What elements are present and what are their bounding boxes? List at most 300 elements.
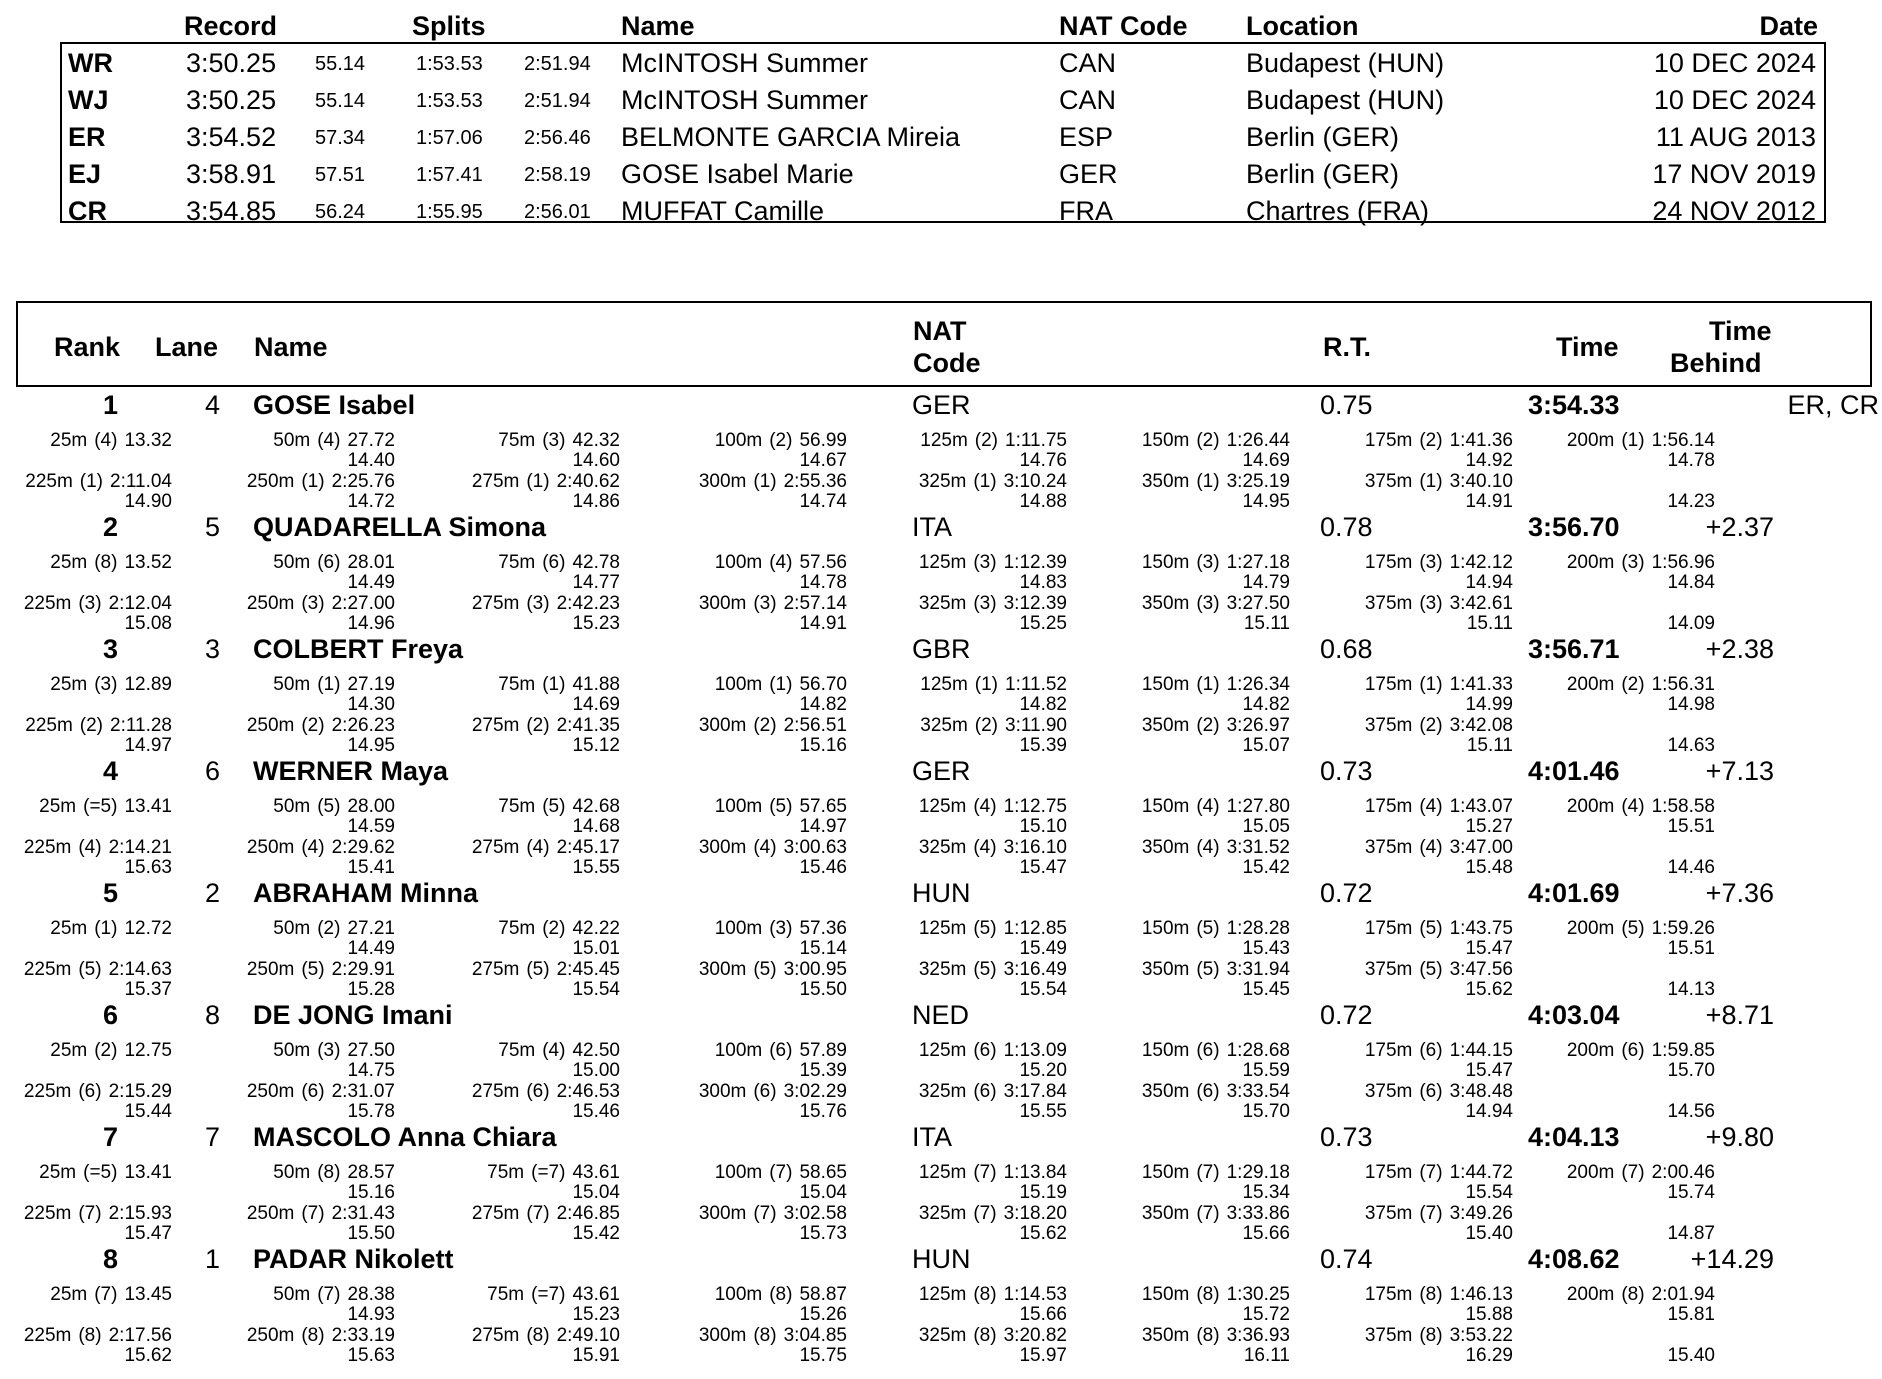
- split-pos: (1): [1621, 430, 1645, 451]
- split-pos: (6): [973, 1040, 997, 1061]
- split-cum: 3:49.26: [1449, 1203, 1513, 1224]
- athlete-time-behind: +7.13: [1705, 756, 1774, 786]
- split-pos: (=7): [531, 1284, 566, 1305]
- split-pos: (5): [973, 959, 997, 980]
- split-pos: (5): [78, 959, 102, 980]
- split-cum: 42.78: [572, 552, 620, 573]
- split-cumulative: [1567, 1284, 1715, 1305]
- split-cum: 1:27.18: [1226, 552, 1290, 573]
- split-pos: (7): [526, 1203, 550, 1224]
- split-cum: 1:11.75: [1005, 430, 1067, 451]
- split-label: 275m: [471, 959, 520, 980]
- athlete-reaction-time: 0.78: [1320, 512, 1373, 542]
- split-label: 200m: [1566, 552, 1615, 573]
- split-pos: (3): [769, 918, 793, 939]
- record-nat: GER: [1059, 159, 1118, 189]
- split-cumulative: [1142, 1203, 1290, 1224]
- split-label: 50m: [273, 674, 311, 695]
- athlete-time: 4:04.13: [1528, 1122, 1620, 1152]
- split-cum: 2:11.28: [110, 715, 172, 736]
- split-cum: 2:29.91: [331, 959, 395, 980]
- record-holder: McINTOSH Summer: [621, 48, 869, 78]
- split-label: 75m: [487, 1284, 525, 1305]
- split-label: 125m: [920, 674, 968, 695]
- split-lap: 15.47: [124, 1223, 172, 1244]
- athlete-result: [0, 634, 1882, 755]
- split-lap: 14.82: [1242, 694, 1290, 715]
- record-row: [60, 48, 1826, 85]
- split-lap: 15.46: [799, 857, 847, 878]
- split-pos: (1): [753, 471, 777, 492]
- split-pos: (2): [753, 715, 777, 736]
- split-pos: (8): [753, 1325, 777, 1346]
- split-cumulative: [472, 471, 620, 492]
- split-pos: (5): [769, 796, 793, 817]
- records-header-nat: NAT Code: [1059, 11, 1188, 41]
- athlete-reaction-time: 0.73: [1320, 1122, 1373, 1152]
- split-lap: 14.56: [1667, 1101, 1715, 1122]
- split-label: 50m: [273, 1284, 311, 1305]
- split-cum: 1:59.85: [1651, 1040, 1715, 1061]
- split-pos: (8): [1196, 1284, 1220, 1305]
- split-label: 175m: [1364, 1284, 1413, 1305]
- split-lap: 15.70: [1667, 1060, 1715, 1081]
- split-cumulative: [1365, 918, 1513, 939]
- split-pos: (6): [1419, 1040, 1443, 1061]
- split-label: 100m: [714, 430, 763, 451]
- split-pos: (4): [94, 430, 118, 451]
- split-label: 175m: [1364, 674, 1413, 695]
- split-label: 325m: [920, 715, 968, 736]
- record-time: 3:50.25: [186, 48, 277, 78]
- athlete-lane: 1: [204, 1244, 220, 1274]
- athlete-name: DE JONG Imani: [253, 1000, 453, 1030]
- split-lap: 15.97: [1019, 1345, 1067, 1366]
- record-split-3: 2:51.94: [524, 90, 591, 112]
- split-pos: (2): [1196, 715, 1220, 736]
- split-lap: 15.75: [799, 1345, 847, 1366]
- athlete-name: ABRAHAM Minna: [253, 878, 478, 908]
- athlete-nat: HUN: [912, 1244, 971, 1274]
- split-pos: (1): [1196, 471, 1220, 492]
- split-cum: 3:25.19: [1226, 471, 1290, 492]
- split-pos: (1): [769, 674, 793, 695]
- split-label: 275m: [471, 471, 520, 492]
- header-name: Name: [254, 332, 328, 362]
- records-header-name: Name: [621, 11, 695, 41]
- record-location: Budapest (HUN): [1246, 85, 1445, 115]
- split-cumulative: [1142, 1162, 1290, 1183]
- athlete-reaction-time: 0.72: [1320, 1000, 1373, 1030]
- split-cumulative: [715, 1040, 847, 1061]
- split-pos: (5): [1196, 918, 1220, 939]
- split-cum: 3:33.86: [1226, 1203, 1290, 1224]
- split-lap: 14.69: [1242, 450, 1290, 471]
- split-cum: 42.22: [572, 918, 620, 939]
- record-holder: BELMONTE GARCIA Mireia: [621, 122, 961, 152]
- split-cum: 1:56.96: [1651, 552, 1715, 573]
- split-lap: 14.97: [799, 816, 847, 837]
- split-label: 75m: [498, 796, 536, 817]
- split-cumulative: [1365, 1081, 1513, 1102]
- split-label: 175m: [1364, 1162, 1413, 1183]
- split-label: 300m: [698, 593, 747, 614]
- split-lap: 15.42: [572, 1223, 620, 1244]
- split-cumulative: [1142, 1081, 1290, 1102]
- split-lap: 14.95: [1242, 491, 1290, 512]
- split-label: 125m: [918, 1162, 967, 1183]
- split-cumulative: [715, 1284, 847, 1305]
- split-cumulative: [273, 1162, 395, 1183]
- record-split-2: 1:57.41: [416, 164, 483, 186]
- split-label: 300m: [698, 1325, 747, 1346]
- split-lap: 15.74: [1667, 1182, 1715, 1203]
- split-label: 100m: [714, 1162, 763, 1183]
- split-pos: (4): [1196, 796, 1220, 817]
- split-lap: 14.63: [1667, 735, 1715, 756]
- split-cum: 1:14.53: [1003, 1284, 1067, 1305]
- split-label: 350m: [1141, 1081, 1190, 1102]
- athlete-lane: 7: [204, 1122, 220, 1152]
- split-label: 275m: [471, 593, 520, 614]
- split-label: 50m: [273, 430, 311, 451]
- split-label: 275m: [471, 715, 520, 736]
- split-pos: (7): [78, 1203, 102, 1224]
- split-label: 325m: [918, 471, 967, 492]
- split-label: 150m: [1141, 796, 1190, 817]
- records-header-record: Record: [184, 11, 278, 41]
- split-cum: 13.41: [124, 1162, 172, 1183]
- split-label: 200m: [1566, 796, 1615, 817]
- split-pos: (7): [1419, 1162, 1443, 1183]
- split-cum: 27.19: [347, 674, 395, 695]
- split-lap: 14.77: [572, 572, 620, 593]
- split-cum: 3:42.61: [1449, 593, 1513, 614]
- split-label: 75m: [498, 430, 536, 451]
- record-holder: MUFFAT Camille: [621, 196, 825, 226]
- split-pos: (5): [526, 959, 550, 980]
- split-label: 250m: [246, 471, 295, 492]
- split-cum: 1:27.80: [1226, 796, 1290, 817]
- athlete-name: GOSE Isabel: [253, 390, 416, 420]
- split-cum: 27.21: [347, 918, 395, 939]
- record-location: Berlin (GER): [1246, 122, 1400, 152]
- split-pos: (1): [526, 471, 550, 492]
- split-cumulative: [920, 715, 1067, 736]
- split-cum: 42.50: [572, 1040, 620, 1061]
- split-cumulative: [1365, 674, 1513, 695]
- split-cum: 2:40.62: [556, 471, 620, 492]
- split-cum: 3:11.90: [1005, 715, 1067, 736]
- split-cumulative: [1567, 796, 1715, 817]
- split-cum: 1:58.58: [1651, 796, 1715, 817]
- split-label: 375m: [1364, 1203, 1413, 1224]
- split-cum: 1:56.31: [1651, 674, 1715, 695]
- split-lap: 14.79: [1242, 572, 1290, 593]
- athlete-time-behind: +14.29: [1690, 1244, 1774, 1274]
- split-label: 175m: [1364, 430, 1413, 451]
- split-lap: 14.76: [1019, 450, 1067, 471]
- split-pos: (3): [301, 593, 325, 614]
- athlete-name: MASCOLO Anna Chiara: [253, 1122, 557, 1152]
- athlete-lane: 2: [204, 878, 220, 908]
- split-cumulative: [273, 918, 395, 939]
- athlete-time-behind: +2.38: [1705, 634, 1774, 664]
- record-type: CR: [68, 196, 107, 226]
- split-label: 150m: [1141, 430, 1190, 451]
- split-cumulative: [25, 715, 172, 736]
- split-cum: 3:53.22: [1449, 1325, 1513, 1346]
- split-cumulative: [699, 837, 847, 858]
- split-cumulative: [472, 1081, 620, 1102]
- split-label: 350m: [1141, 471, 1190, 492]
- record-row: [60, 85, 1826, 122]
- split-pos: (3): [317, 1040, 341, 1061]
- split-lap: 15.20: [1019, 1060, 1067, 1081]
- split-cum: 2:31.43: [331, 1203, 395, 1224]
- split-cumulative: [715, 430, 847, 451]
- split-pos: (7): [1196, 1203, 1220, 1224]
- split-cum: 1:28.28: [1226, 918, 1290, 939]
- athlete-lane: 5: [204, 512, 220, 542]
- split-lap: 14.82: [1019, 694, 1067, 715]
- split-lap: 14.69: [572, 694, 620, 715]
- split-cum: 57.36: [799, 918, 847, 939]
- split-lap: 14.13: [1667, 979, 1715, 1000]
- split-cumulative: [273, 430, 395, 451]
- record-split-3: 2:56.01: [524, 201, 591, 223]
- record-split-1: 55.14: [315, 90, 366, 112]
- athlete-time: 3:56.71: [1528, 634, 1620, 664]
- split-pos: (1): [94, 918, 118, 939]
- split-lap: 15.46: [572, 1101, 620, 1122]
- split-label: 200m: [1566, 674, 1615, 695]
- split-lap: 15.44: [124, 1101, 172, 1122]
- athlete-time-behind: +9.80: [1705, 1122, 1774, 1152]
- split-label: 275m: [471, 1325, 520, 1346]
- split-pos: (8): [1419, 1284, 1443, 1305]
- record-date: 24 NOV 2012: [1652, 196, 1816, 226]
- athlete-record-badge: ER, CR: [1787, 390, 1879, 420]
- split-pos: (1): [973, 471, 997, 492]
- athlete-time-behind: +8.71: [1705, 1000, 1774, 1030]
- split-lap: 14.67: [799, 450, 847, 471]
- record-split-1: 57.34: [315, 127, 366, 149]
- record-time: 3:58.91: [186, 159, 277, 189]
- split-lap: 15.05: [1242, 816, 1290, 837]
- record-split-3: 2:51.94: [524, 53, 591, 75]
- split-label: 350m: [1141, 1325, 1190, 1346]
- split-pos: (=7): [531, 1162, 566, 1183]
- split-label: 150m: [1141, 918, 1190, 939]
- split-pos: (6): [526, 1081, 550, 1102]
- record-nat: CAN: [1059, 85, 1117, 115]
- split-label: 50m: [273, 552, 311, 573]
- split-cumulative: [1365, 1162, 1513, 1183]
- split-pos: (=5): [83, 796, 118, 817]
- split-pos: (3): [78, 593, 102, 614]
- split-pos: (5): [1419, 918, 1443, 939]
- athlete-time: 4:01.69: [1528, 878, 1620, 908]
- split-cumulative: [1142, 471, 1290, 492]
- split-pos: (3): [753, 593, 777, 614]
- split-cum: 2:46.53: [556, 1081, 620, 1102]
- split-cumulative: [1365, 593, 1513, 614]
- split-pos: (4): [769, 552, 793, 573]
- split-cumulative: [1365, 430, 1513, 451]
- split-pos: (3): [1419, 552, 1443, 573]
- split-label: 50m: [273, 1040, 311, 1061]
- split-cumulative: [919, 1284, 1067, 1305]
- split-cum: 12.75: [124, 1040, 172, 1061]
- split-pos: (3): [1419, 593, 1443, 614]
- split-label: 50m: [273, 1162, 311, 1183]
- split-cumulative: [1142, 796, 1290, 817]
- athlete-rank: 4: [102, 756, 118, 786]
- split-label: 325m: [918, 837, 967, 858]
- split-label: 200m: [1566, 1040, 1615, 1061]
- split-lap: 15.54: [572, 979, 620, 1000]
- split-label: 225m: [23, 593, 72, 614]
- split-pos: (3): [1621, 552, 1645, 573]
- split-cum: 3:00.63: [783, 837, 847, 858]
- record-date: 11 AUG 2013: [1655, 122, 1816, 152]
- split-label: 300m: [698, 471, 747, 492]
- split-cumulative: [273, 1040, 395, 1061]
- athlete-name: PADAR Nikolett: [253, 1244, 454, 1274]
- record-nat: FRA: [1059, 196, 1113, 226]
- split-lap: 14.88: [1019, 491, 1067, 512]
- split-pos: (6): [973, 1081, 997, 1102]
- split-lap: 15.00: [572, 1060, 620, 1081]
- athlete-reaction-time: 0.72: [1320, 878, 1373, 908]
- split-pos: (4): [973, 796, 997, 817]
- split-cum: 1:13.09: [1003, 1040, 1067, 1061]
- split-pos: (8): [526, 1325, 550, 1346]
- split-label: 75m: [487, 1162, 525, 1183]
- split-label: 350m: [1141, 959, 1190, 980]
- split-lap: 15.78: [347, 1101, 395, 1122]
- split-lap: 14.72: [347, 491, 395, 512]
- split-lap: 15.62: [1019, 1223, 1067, 1244]
- split-cumulative: [247, 1325, 395, 1346]
- split-pos: (4): [973, 837, 997, 858]
- split-cumulative: [919, 593, 1067, 614]
- split-pos: (6): [317, 552, 341, 573]
- header-rank: Rank: [54, 332, 121, 362]
- split-pos: (7): [1419, 1203, 1443, 1224]
- split-label: 150m: [1141, 1162, 1190, 1183]
- record-row: [60, 122, 1826, 159]
- split-cumulative: [919, 1203, 1067, 1224]
- split-lap: 16.11: [1243, 1345, 1290, 1366]
- split-cum: 1:26.44: [1226, 430, 1290, 451]
- split-cumulative: [1365, 959, 1513, 980]
- split-cumulative: [50, 430, 172, 451]
- split-label: 350m: [1141, 593, 1190, 614]
- split-cum: 57.65: [799, 796, 847, 817]
- split-label: 375m: [1364, 593, 1413, 614]
- split-pos: (4): [317, 430, 341, 451]
- records-table: [60, 4, 1826, 225]
- split-pos: (8): [769, 1284, 793, 1305]
- split-label: 25m: [50, 552, 88, 573]
- split-cumulative: [247, 1203, 395, 1224]
- split-pos: (2): [94, 1040, 118, 1061]
- record-holder: GOSE Isabel Marie: [621, 159, 854, 189]
- record-split-1: 55.14: [315, 53, 366, 75]
- athlete-time-behind: +7.36: [1705, 878, 1774, 908]
- split-cum: 27.72: [347, 430, 395, 451]
- split-cum: 3:16.10: [1003, 837, 1067, 858]
- split-pos: (1): [1196, 674, 1220, 695]
- split-cum: 2:33.19: [331, 1325, 395, 1346]
- split-cum: 1:26.34: [1226, 674, 1290, 695]
- split-cum: 42.32: [572, 430, 620, 451]
- split-cumulative: [919, 471, 1067, 492]
- split-lap: 15.50: [799, 979, 847, 1000]
- split-pos: (3): [1196, 593, 1220, 614]
- split-cumulative: [920, 430, 1067, 451]
- split-lap: 14.82: [799, 694, 847, 715]
- athlete-result: [0, 1122, 1882, 1243]
- split-label: 300m: [698, 837, 747, 858]
- athlete-rank: 8: [102, 1244, 118, 1274]
- split-lap: 14.95: [347, 735, 395, 756]
- split-cumulative: [39, 1162, 172, 1183]
- split-label: 25m: [50, 918, 88, 939]
- split-cum: 1:11.52: [1005, 674, 1067, 695]
- split-pos: (7): [301, 1203, 325, 1224]
- split-cum: 42.68: [572, 796, 620, 817]
- split-label: 25m: [39, 1162, 77, 1183]
- split-label: 75m: [498, 674, 536, 695]
- split-lap: 15.66: [1242, 1223, 1290, 1244]
- record-split-1: 56.24: [315, 201, 366, 223]
- split-cum: 1:44.15: [1449, 1040, 1513, 1061]
- split-cumulative: [247, 715, 395, 736]
- athlete-nat: GBR: [912, 634, 971, 664]
- split-cumulative: [50, 918, 172, 939]
- split-cumulative: [1365, 1284, 1513, 1305]
- split-cum: 1:43.75: [1449, 918, 1513, 939]
- split-cumulative: [487, 1284, 620, 1305]
- athlete-nat: HUN: [912, 878, 971, 908]
- split-cumulative: [247, 1081, 395, 1102]
- split-cumulative: [24, 1203, 172, 1224]
- split-cumulative: [273, 552, 395, 573]
- split-label: 100m: [714, 918, 763, 939]
- split-lap: 14.92: [1465, 450, 1513, 471]
- record-split-3: 2:56.46: [524, 127, 591, 149]
- split-cum: 57.56: [799, 552, 847, 573]
- athlete-result: [0, 1244, 1882, 1365]
- split-label: 300m: [698, 959, 747, 980]
- split-cumulative: [1142, 1284, 1290, 1305]
- split-cum: 28.38: [347, 1284, 395, 1305]
- split-lap: 14.91: [799, 613, 847, 634]
- record-location: Budapest (HUN): [1246, 48, 1445, 78]
- split-label: 25m: [50, 430, 88, 451]
- split-label: 225m: [23, 959, 72, 980]
- split-lap: 14.84: [1667, 572, 1715, 593]
- split-label: 225m: [23, 837, 72, 858]
- split-cum: 3:00.95: [783, 959, 847, 980]
- split-cumulative: [498, 674, 620, 695]
- split-label: 275m: [471, 837, 520, 858]
- split-pos: (2): [301, 715, 325, 736]
- record-row: [60, 159, 1826, 196]
